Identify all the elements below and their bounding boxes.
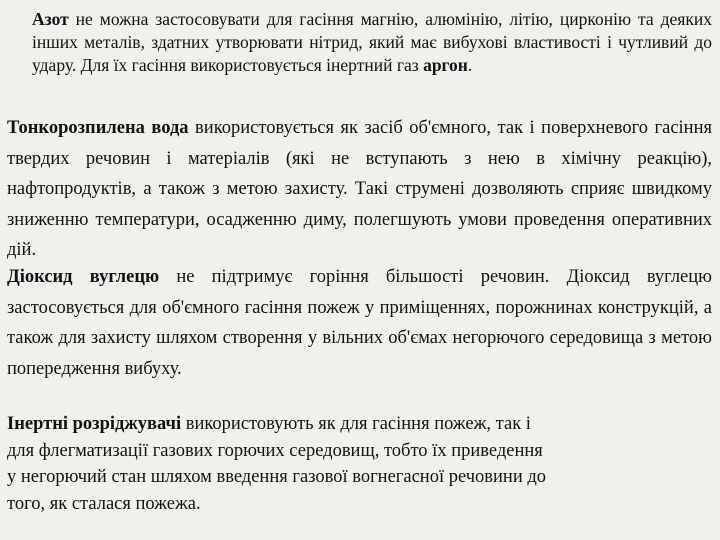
paragraph-nitrogen xyxy=(32,8,712,77)
paragraph-inert-diluents-line: того, як сталася пожежа. xyxy=(7,493,201,514)
term-water-mist: Тонкорозпилена вода xyxy=(7,118,189,138)
paragraph-carbon-dioxide-text: не підтримує горіння більшості речовин. Діоксид вуглецю застосовується для об'ємного гасіння пожеж у приміщеннях, порожнинах конструкцій, а також для захисту шляхом створення у вільних об'ємах негорючого середовища з метою попередження вибуху. xyxy=(7,267,712,379)
paragraph-inert-diluents-line: у негорючий стан шляхом введення газової вогнегасної речовини до xyxy=(7,467,547,487)
paragraph-nitrogen-text: не можна застосовувати для гасіння магнію, алюмінію, літію, цирконію та деяких інших металів, здатних утворювати нітрид, який має вибухові властивості і чутливий до удару. Для їх гасіння використовується інертний газ xyxy=(32,9,712,75)
term-nitrogen: Азот xyxy=(32,9,69,29)
term-carbon-dioxide: Діоксид вуглецю xyxy=(7,267,160,287)
paragraph-water-mist xyxy=(7,113,712,266)
paragraph-nitrogen-tail: . xyxy=(467,55,473,75)
paragraph-inert-diluents-line: Інертні розріджувачі використовують як для гасіння пожеж, так і xyxy=(7,414,531,434)
paragraph-water-mist-text: використовується як засіб об'ємного, так і поверхневого гасіння твердих речовин і матеріалів (які не вступають з нею в хімічну реакцію), нафтопродуктів, а також з метою захисту. Такі струмені дозволяють сприяє швидкому зниженню температури, осадженню диму, полегшують умови проведення оперативних дій. xyxy=(7,118,712,260)
term-argon: аргон xyxy=(423,55,468,75)
paragraph-inert-diluents xyxy=(7,411,712,517)
term-inert-diluents: Інертні розріджувачі xyxy=(7,414,182,434)
paragraph-inert-diluents-line: для флегматизації газових горючих середовищ, тобто їх приведення xyxy=(7,440,543,461)
paragraph-carbon-dioxide xyxy=(7,262,712,384)
